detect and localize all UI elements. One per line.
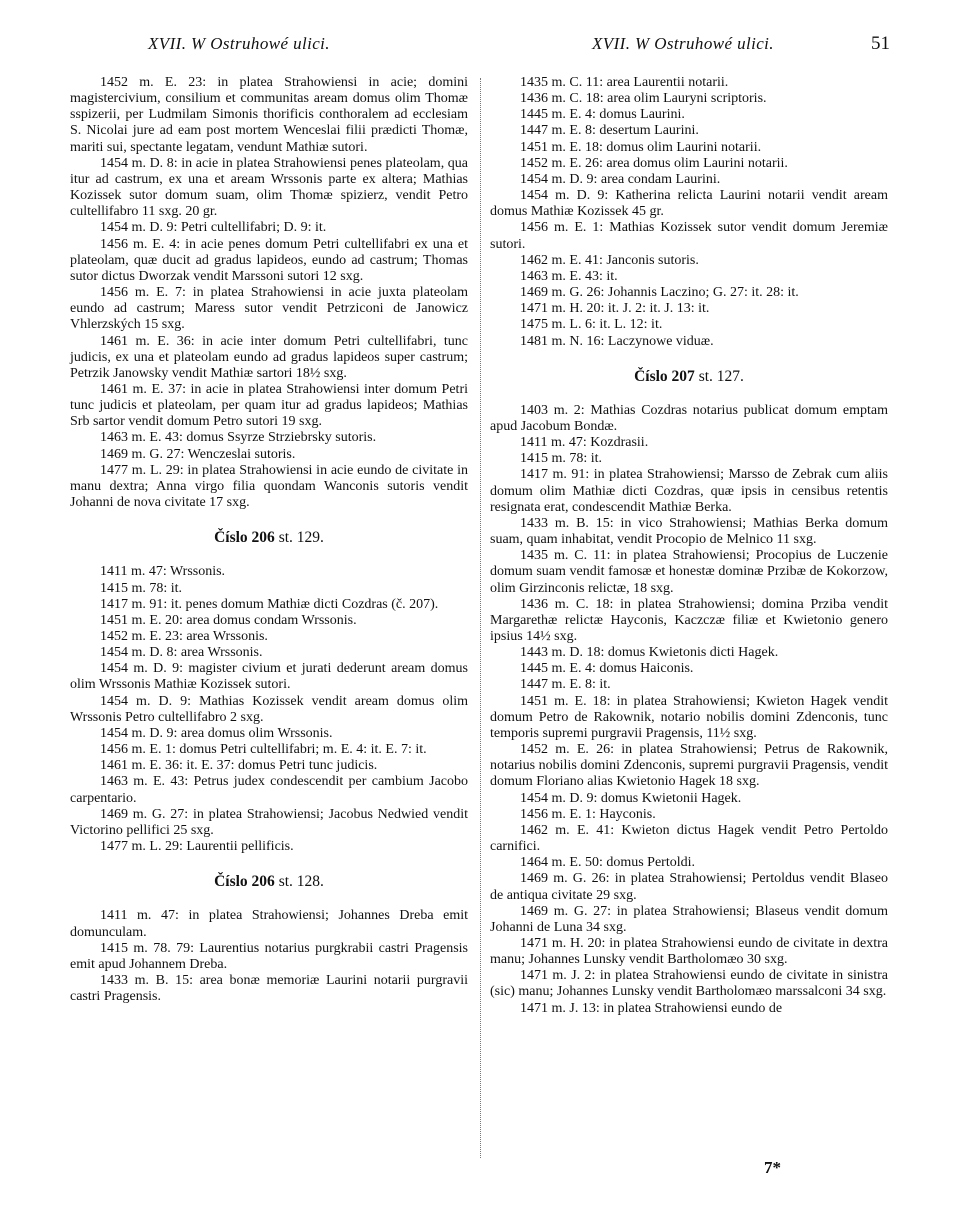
record-entry: 1447 m. E. 8: it.: [520, 677, 611, 693]
signature-mark: 7*: [764, 1158, 781, 1177]
record-entry: 1462 m. E. 41: Janconis sutoris.: [520, 252, 699, 268]
record-entry: 1454 m. D. 9: Katherina relicta Laurini notarii vendit aream domus Mathiæ Kozissek 45 gr.: [490, 188, 888, 220]
record-entry: 1454 m. D. 9: Petri cultellifabri; D. 9: it.: [100, 220, 327, 236]
record-entry: 1417 m. 91: it. penes domum Mathiæ dicti Cozdras (č. 207).: [100, 596, 439, 612]
left-column: [70, 75, 468, 1005]
record-entry: 1477 m. L. 29: in platea Strahowiensi in acie eundo de civitate in manu dextra; Anna virgo filia quondam Wanconis sutoris vendit Johanni de nova civitate 17 sxg.: [70, 462, 468, 511]
section-heading: [70, 530, 468, 546]
record-entry: 1454 m. D. 9: area condam Laurini.: [520, 171, 721, 187]
record-entry: 1456 m. E. 7: in platea Strahowiensi in acie juxta plateolam eundo ad castrum; Maress sutor vendit Petrziconi de Janowicz Vhlerzských 15 sxg.: [70, 285, 468, 333]
record-entry: 1463 m. E. 43: domus Ssyrze Strziebrsky sutoris.: [100, 430, 377, 446]
record-entry: 1469 m. G. 27: Wenczeslai sutoris.: [100, 446, 296, 462]
record-entry: 1454 m. D. 9: magister civium et jurati dederunt aream domus olim Wrssonis Mathiæ Kozissek sutori.: [70, 661, 468, 693]
record-entry: 1447 m. E. 8: desertum Laurini.: [520, 123, 699, 139]
running-header-left: XVII. W Ostruhowé ulici.: [148, 34, 330, 53]
record-entry: 1452 m. E. 23: area Wrssonis.: [100, 629, 268, 644]
running-header-right: XVII. W Ostruhowé ulici.: [592, 34, 774, 53]
section-folio: st. 127.: [698, 367, 744, 385]
record-entry: 1433 m. B. 15: area bonæ memoriæ Laurini notarii purgravii castri Pragensis.: [70, 972, 468, 1005]
record-entry: 1454 m. D. 8: in acie in platea Strahowiensi penes plateolam, qua itur ad castrum, ex una et aream Wrssonis parte ex altera; Mathias Kozissek sutor domum suam, olim Thomæ spizierz, vendit Petro cultellifabro 11 sxg. 20 gr.: [70, 155, 468, 220]
record-entry: 1452 m. E. 26: in platea Strahowiensi; Petrus de Rakownik, notarius nobilis domini Zdenconis, supremi purgravii Pragensis, vendit domum Floriano alias Kwietonio Hagek 18 sxg.: [490, 742, 888, 790]
record-entry: 1451 m. E. 18: domus olim Laurini notarii.: [520, 139, 762, 155]
section-heading: [490, 369, 888, 385]
record-entry: 1452 m. E. 26: area domus olim Laurini notarii.: [520, 155, 788, 171]
record-entry: 1461 m. E. 37: in acie in platea Strahowiensi inter domum Petri tunc judicis et plateolam, per quam itur ad gradus lapideos; Mathias Srb sartor vendit domum Petro sutori 19 sxg.: [70, 381, 468, 430]
record-entry: 1403 m. 2: Mathias Cozdras notarius publicat domum emptam apud Jacobum Bondæ.: [490, 402, 888, 434]
record-entry: 1464 m. E. 50: domus Pertoldi.: [520, 855, 695, 871]
record-entry: 1461 m. E. 36: in acie inter domum Petri cultellifabri, tunc judicis, ex una et plateolam eundo ad gradus lapideos super castrum; Petrzik Janowsky vendit Mathiæ sartori 18½ sxg.: [70, 333, 468, 381]
record-entry: 1411 m. 47: Kozdrasii.: [520, 435, 649, 451]
record-entry: 1436 m. C. 18: in platea Strahowiensi; domina Prziba vendit Margarethæ relictæ Hayconis, Kaczczæ filiæ et Kwietonio genero ipsius 14½ sxg.: [490, 596, 888, 644]
section-heading: [70, 874, 468, 890]
record-entry: 1411 m. 47: in platea Strahowiensi; Johannes Dreba emit domunculam.: [70, 908, 468, 940]
record-entry: 1471 m. J. 13: in platea Strahowiensi eundo de: [520, 1000, 783, 1016]
record-entry: 1445 m. E. 4: domus Haiconis.: [520, 661, 694, 677]
record-entry: 1452 m. E. 23: in platea Strahowiensi in acie; domini magistercivium, consilium et communitas aream domus olim Thomæ sspizerii, per Ludmilam Simonis thorificis conthoralem ad ecclesiam S. Nicolai jure ad eam post mortem Wenceslai filii prædicti Thomæ, mariti sui, spectante legatam, vendunt Mathiæ sutori.: [70, 75, 468, 155]
record-entry: 1456 m. E. 1: Mathias Kozissek sutor vendit domum Jeremiæ sutori.: [490, 220, 888, 252]
record-entry: 1436 m. C. 18: area olim Lauryni scriptoris.: [520, 91, 767, 107]
record-entry: 1462 m. E. 41: Kwieton dictus Hagek vendit Petro Pertoldo carnifici.: [490, 822, 888, 855]
record-entry: 1463 m. E. 43: it.: [520, 268, 618, 284]
record-entry: 1417 m. 91: in platea Strahowiensi; Marsso de Zebrak cum aliis domum olim Mathiæ dicti Cozdras, quæ ipsis in censibus retentis resignata erat, condescendit Mathiæ Berka.: [490, 467, 888, 515]
record-entry: 1454 m. D. 9: area domus olim Wrssonis.: [100, 725, 333, 741]
record-entry: 1469 m. G. 27: in platea Strahowiensi; Jacobus Nedwied vendit Victorino pellifici 25 sxg.: [70, 806, 468, 838]
record-entry: 1463 m. E. 43: Petrus judex condescendit per cambium Jacobo carpentario.: [70, 774, 468, 806]
page-number: 51: [871, 33, 890, 54]
record-entry: 1415 m. 78: it.: [520, 451, 603, 467]
right-column: [490, 75, 888, 1017]
record-entry: 1469 m. G. 26: Johannis Laczino; G. 27: it. 28: it.: [520, 285, 799, 301]
record-entry: 1475 m. L. 6: it. L. 12: it.: [520, 317, 663, 333]
record-entry: 1469 m. G. 26: in platea Strahowiensi; Pertoldus vendit Blaseo de antiqua civitate 29 sxg.: [490, 871, 888, 903]
section-folio: st. 128.: [278, 873, 324, 891]
record-entry: 1433 m. B. 15: in vico Strahowiensi; Mathias Berka domum suam, quam inhabitat, vendit Procopio de Melnico 11 sxg.: [490, 515, 888, 548]
record-entry: 1471 m. H. 20: in platea Strahowiensi eundo de civitate in dextra manu; Johannes Lunsky vendit Bartholomæo 30 sxg.: [490, 935, 888, 968]
section-folio: st. 129.: [278, 529, 324, 547]
record-entry: 1435 m. C. 11: in platea Strahowiensi; Procopius de Luczenie domum suam vendit famosæ et honestæ dominæ Przibæ de Kokorzow, olim Girzinconis relictæ, 18 sxg.: [490, 548, 888, 596]
record-entry: 1481 m. N. 16: Laczynowe viduæ.: [520, 333, 714, 349]
record-entry: 1415 m. 78. 79: Laurentius notarius purgkrabii castri Pragensis emit apud Johannem Dreba.: [70, 940, 468, 972]
section-title: Číslo 206: [214, 529, 275, 547]
record-entry: 1445 m. E. 4: domus Laurini.: [520, 107, 685, 123]
record-entry: 1451 m. E. 18: in platea Strahowiensi; Kwieton Hagek vendit domum Petro de Rakownik, notario nobilis domini Zdenconis, tunc temporis supremi purgravii Pragensis, 11½ sxg.: [490, 693, 888, 741]
record-entry: 1443 m. D. 18: domus Kwietonis dicti Hagek.: [520, 645, 779, 661]
record-entry: 1451 m. E. 20: area domus condam Wrssonis.: [100, 612, 357, 628]
record-entry: 1454 m. D. 9: domus Kwietonii Hagek.: [520, 790, 742, 806]
record-entry: 1471 m. J. 2: in platea Strahowiensi eundo de civitate in sinistra (sic) manu; Johannes Lunsky vendit Bartholomæo marssalconi 34 sxg.: [490, 968, 888, 1000]
record-entry: 1435 m. C. 11: area Laurentii notarii.: [520, 75, 729, 90]
section-title: Číslo 206: [214, 873, 275, 891]
record-entry: 1415 m. 78: it.: [100, 580, 183, 596]
record-entry: 1469 m. G. 27: in platea Strahowiensi; Blaseus vendit domum Johanni de Luna 34 sxg.: [490, 903, 888, 935]
record-entry: 1454 m. D. 8: area Wrssonis.: [100, 645, 263, 661]
record-entry: 1477 m. L. 29: Laurentii pellificis.: [100, 839, 294, 855]
section-title: Číslo 207: [634, 367, 695, 385]
record-entry: 1471 m. H. 20: it. J. 2: it. J. 13: it.: [520, 301, 710, 317]
record-entry: 1456 m. E. 1: Hayconis.: [520, 806, 656, 822]
record-entry: 1456 m. E. 4: in acie penes domum Petri cultellifabri ex una et plateolam, quæ ducit ad gradus lapideos, eundo ad castrum; Thomas sutor dictus Dworzak vendit Marssoni sutori 12 sxg.: [70, 236, 468, 284]
record-entry: 1456 m. E. 1: domus Petri cultellifabri; m. E. 4: it. E. 7: it.: [100, 742, 427, 758]
column-divider: [480, 78, 481, 1158]
record-entry: 1411 m. 47: Wrssonis.: [100, 564, 226, 580]
record-entry: 1454 m. D. 9: Mathias Kozissek vendit aream domus olim Wrssonis Petro cultellifabro 2 sxg.: [70, 693, 468, 725]
record-entry: 1461 m. E. 36: it. E. 37: domus Petri tunc judicis.: [100, 758, 378, 774]
